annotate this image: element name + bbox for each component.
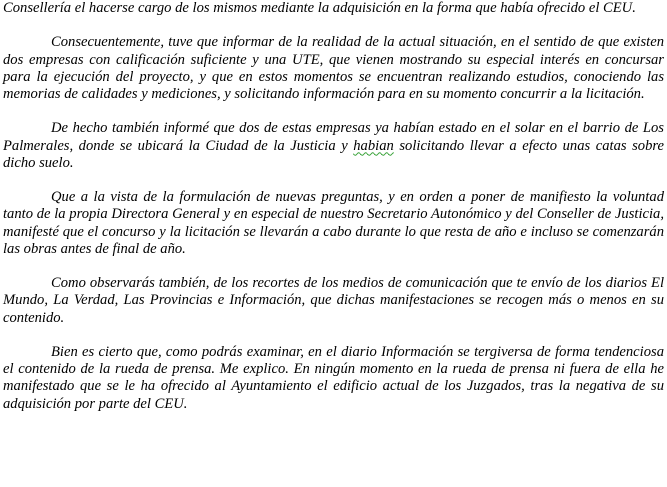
- spellcheck-flagged-word[interactable]: habian: [353, 137, 394, 154]
- document-body: [3, 0, 664, 430]
- paragraph-3: [3, 120, 664, 172]
- paragraph-4: Que a la vista de la formulación de nuevas preguntas, y en orden a poner de manifiesto la voluntad tanto de la propia Directora General y en especial de nuestro Secretario Autonómico y del Conseller de Justicia, manifesté que el concurso y la licitación se llevarán a cabo durante lo que resta de año e incluso se comenzarán las obras antes de final de año.: [3, 189, 664, 257]
- paragraph-2: Consecuentemente, tuve que informar de la realidad de la actual situación, en el sentido de que existen dos empresas con calificación suficiente y una UTE, que vienen mostrando su especial interés en concursar para la ejecución del proyecto, y que en estos momentos se encuentran realizando estudios, conociendo las memorias de calidades y mediciones, y solicitando información para en su momento concurrir a la licitación.: [3, 34, 664, 102]
- paragraph-3-text-before: De hecho también informé que dos de estas empresas ya habían estado en el solar en el barrio de Los Palmerales, donde se ubicará la Ciudad de la Justicia y: [3, 120, 664, 154]
- paragraph-1: Consellería el hacerse cargo de los mismos mediante la adquisición en la forma que había ofrecido el CEU.: [3, 0, 636, 16]
- paragraph-3-text-after: solicitando llevar a efecto unas catas sobre dicho suelo.: [3, 137, 664, 171]
- paragraph-6: Bien es cierto que, como podrás examinar, en el diario Información se tergiversa de forma tendenciosa el contenido de la rueda de prensa. Me explico. En ningún momento en la rueda de prensa ni fuera de ella he manifestado que se le ha ofrecido al Ayuntamiento el edificio actual de los Juzgados, tras la negativa de su adquisición por parte del CEU.: [3, 343, 664, 412]
- paragraph-5: Como observarás también, de los recortes de los medios de comunicación que te envío de los diarios El Mundo, La Verdad, Las Provincias e Información, que dichas manifestaciones se recogen más o menos en su contenido.: [3, 275, 664, 326]
